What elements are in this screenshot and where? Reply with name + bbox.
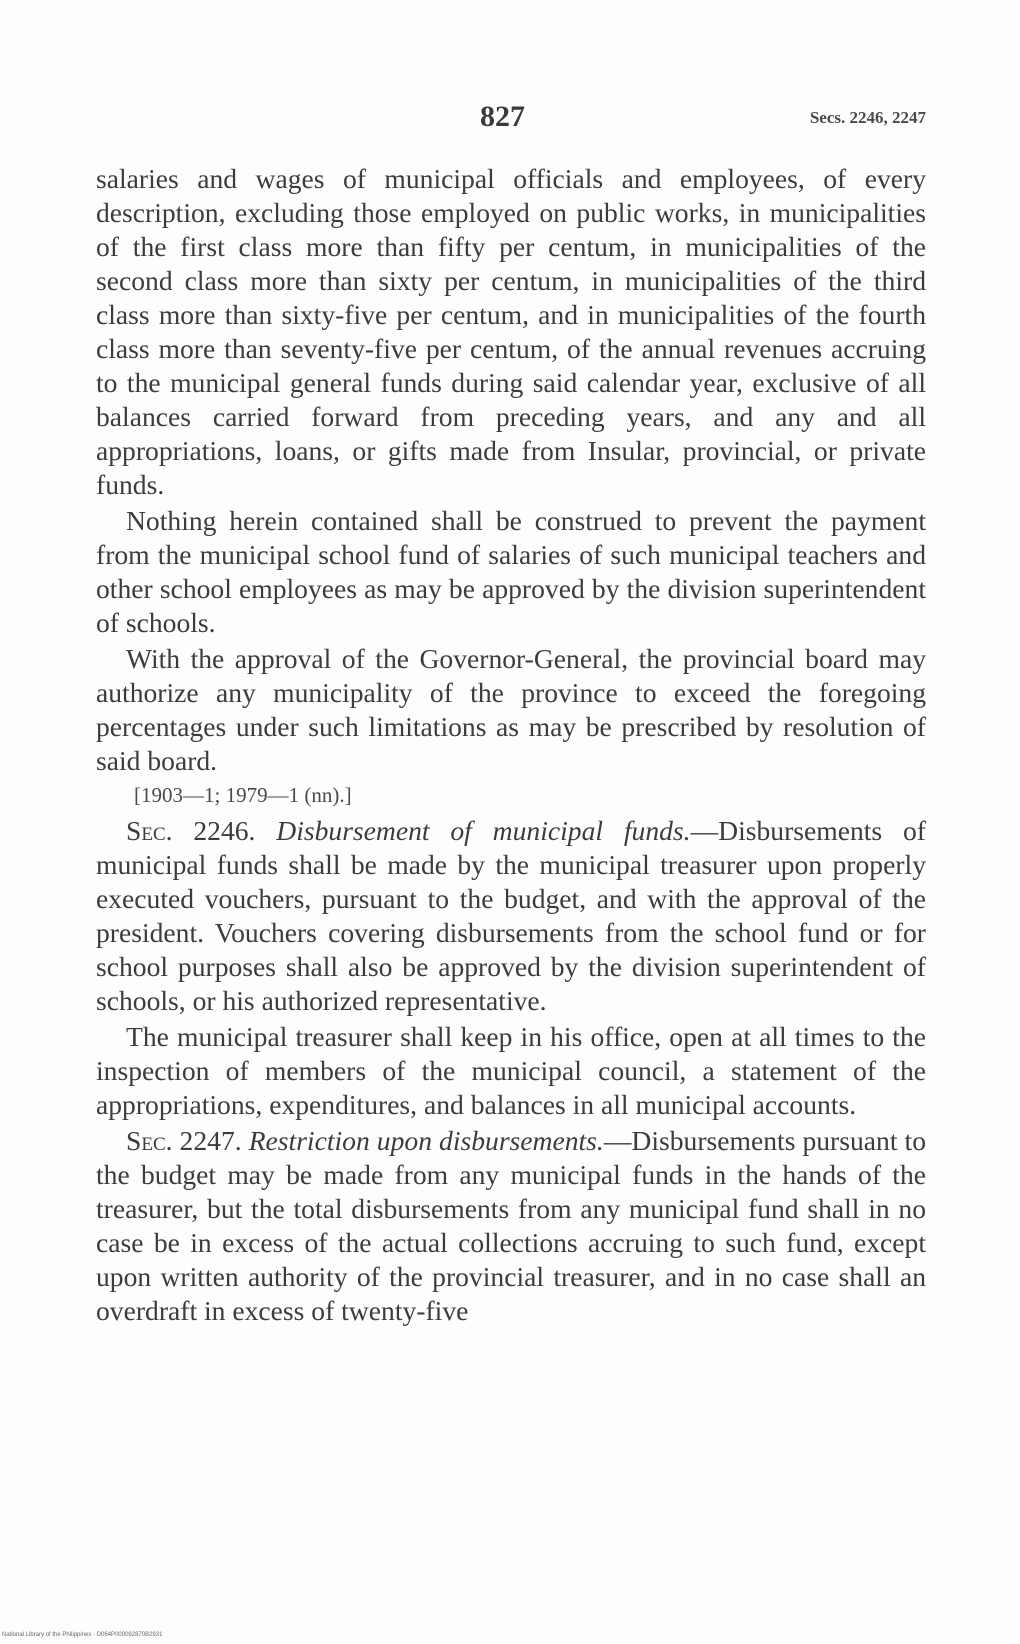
page-number: 827 <box>480 100 525 133</box>
running-head: Secs. 2246, 2247 <box>809 108 926 127</box>
paragraph-school-fund: Nothing herein contained shall be construed to prevent the payment from the municipal school fund of salaries of such municipal teachers and other school employees as may be approved by the division superintendent of schools. <box>96 505 926 638</box>
section-2246 <box>96 814 926 1018</box>
section-2246-label: Sec. 2246. <box>126 815 256 846</box>
section-2246-text: —Disbursements of municipal funds shall be made by the municipal treasurer upon properly executed vouchers, pursuant to the budget, and with the approval of the president. Vouchers covering disbursements from the school fund or for school purposes shall also be approved by the division superintendent of schools, or his authorized representative. <box>96 815 926 1016</box>
section-2247-text: —Disbursements pursuant to the budget may be made from any municipal funds in the hands of the treasurer, but the total disbursements from any municipal fund shall in no case be in excess of the actual collections accruing to such fund, except upon written authority of the provincial treasurer, and in no case shall an overdraft in excess of twenty-five <box>96 1125 926 1326</box>
page-header <box>96 100 926 140</box>
section-2247 <box>96 1124 926 1328</box>
section-2247-label: Sec. 2247. <box>126 1125 242 1156</box>
section-2247-title: Restriction upon disbursements. <box>248 1125 604 1156</box>
paragraph-continued: salaries and wages of municipal officials and employees, of every description, excluding those employed on public works, in municipalities of the first class more than fifty per centum, in municipalities of the second class more than sixty per centum, in municipalities of the third class more than sixty-five per centum, and in municipalities of the fourth class more than seventy-five per centum, of the annual revenues accruing to the municipal general funds during said calendar year, exclusive of all balances carried forward from preceding years, and any and all appropriations, loans, or gifts made from Insular, provincial, or private funds. <box>96 163 926 500</box>
paragraph-treasurer-statement: The municipal treasurer shall keep in his office, open at all times to the inspection of members of the municipal council, a statement of the appropriations, expenditures, and balances in all municipal accounts. <box>96 1021 926 1120</box>
citation: [1903—1; 1979—1 (nn).] <box>134 783 352 807</box>
body-text <box>96 162 926 1328</box>
section-2246-title: Disbursement of municipal funds. <box>276 815 691 846</box>
footer-credit: National Library of the Philippines · D064P000092870B2931 <box>2 1632 163 1638</box>
paragraph-governor-general: With the approval of the Governor-General, the provincial board may authorize any municipality of the province to exceed the foregoing percentages under such limitations as may be prescribed by resolution of said board. <box>96 643 926 776</box>
